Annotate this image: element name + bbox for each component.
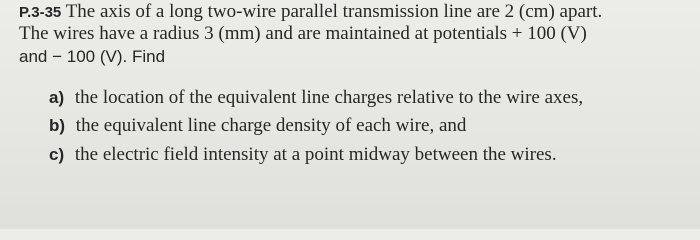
statement-text-3: − 100 (V). Find (52, 47, 166, 66)
part-c (49, 144, 557, 166)
part-b-text: the equivalent line charge density of each wire, and (75, 115, 467, 136)
part-b-label: b) (49, 116, 66, 135)
statement-line-3 (19, 46, 165, 68)
statement-text-1: The axis of a long two-wire parallel transmission line are 2 (cm) apart. (65, 1, 603, 22)
part-c-text: the electric field intensity at a point midway between the wires. (74, 144, 557, 165)
part-a (49, 87, 583, 109)
statement-line-1 (19, 1, 602, 24)
statement-text-3-prefix: and (19, 47, 48, 66)
part-a-text: the location of the equivalent line charges relative to the wire axes, (74, 87, 584, 108)
problem-number: P.3-35 (19, 4, 62, 21)
statement-text-2: The wires have a radius 3 (mm) and are maintained at potentials + 100 (V) (19, 23, 587, 44)
part-a-label: a) (49, 88, 65, 107)
part-c-label: c) (49, 145, 65, 164)
part-b (49, 115, 466, 137)
statement-line-2 (19, 23, 587, 45)
